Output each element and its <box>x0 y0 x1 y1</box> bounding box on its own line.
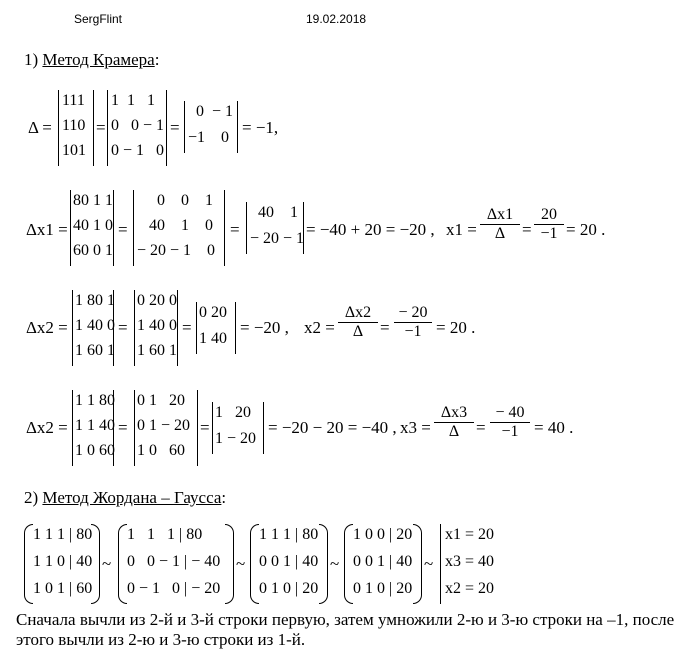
dx2-label: Δx2 = <box>26 318 68 337</box>
x3-fraction-symbolic <box>434 404 474 441</box>
equivalence-tilde: ~ <box>330 554 340 573</box>
fraction-denominator: −1 <box>501 423 519 440</box>
dx3-label: Δx2 = <box>26 418 68 437</box>
x1-label: x1 = <box>446 220 477 239</box>
x1-fraction-numeric <box>534 206 564 243</box>
equals-sign: = <box>96 118 106 137</box>
fraction-denominator: Δ <box>352 323 364 340</box>
equals-sign: = <box>182 318 192 337</box>
det-row: − 20 − 1 0 <box>137 242 216 259</box>
matrix-row: 0 1 0 | 20 <box>353 580 413 597</box>
dx1-label: Δx1 = <box>26 220 68 239</box>
x3-fraction-numeric <box>490 404 530 441</box>
matrix-row: 0 0 − 1 | − 40 <box>127 553 221 570</box>
fraction-numerator: Δx2 <box>338 304 378 323</box>
matrix-row: 1 0 0 | 20 <box>353 526 413 543</box>
equivalence-tilde: ~ <box>424 554 434 573</box>
det-row: 0 0 − 1 <box>111 117 165 134</box>
dx2-result: = −20 , <box>240 318 289 337</box>
section2-number: 2) <box>24 488 39 507</box>
equals-sign: = <box>230 220 240 239</box>
x3-answer: = 40 . <box>534 418 574 437</box>
gauss-matrix-1 <box>24 524 100 604</box>
section1-number: 1) <box>24 50 39 69</box>
x1-answer: = 20 . <box>566 220 606 239</box>
equals-sign: = <box>118 220 128 239</box>
det-row: 1 60 1 <box>75 342 115 359</box>
equals-sign: = <box>476 418 486 437</box>
fraction-numerator: Δx3 <box>434 404 474 423</box>
dx3-det-2 <box>134 390 198 466</box>
solution-line: x2 = 20 <box>445 580 495 597</box>
matrix-row: 1 1 0 | 40 <box>33 553 93 570</box>
det-row: 1 1 40 <box>75 417 115 434</box>
x2-label: x2 = <box>304 318 335 337</box>
equals-sign: = <box>118 318 128 337</box>
det-row: 0 − 1 <box>188 103 234 120</box>
equals-sign: = <box>522 220 532 239</box>
x1-fraction-symbolic <box>480 206 520 243</box>
det-row: 1 60 1 <box>137 342 177 359</box>
equals-sign: = <box>170 118 180 137</box>
det-row: −1 0 <box>188 129 230 146</box>
matrix-row: 1 0 1 | 60 <box>33 580 93 597</box>
dx1-result: = −40 + 20 = −20 , <box>306 220 435 239</box>
det-row: − 20 − 1 <box>250 230 305 247</box>
det-row: 1 − 20 <box>215 430 257 447</box>
det-row: 1 40 0 <box>75 317 115 334</box>
det-row: 1 80 1 <box>75 292 115 309</box>
gauss-matrix-3 <box>250 524 328 604</box>
delta-det-1 <box>58 90 94 166</box>
dx3-result: = −20 − 20 = −40 , <box>268 418 397 437</box>
det-row: 0 − 1 0 <box>111 142 165 159</box>
delta-result: = −1, <box>242 118 279 137</box>
dx2-det-2 <box>134 290 178 366</box>
equivalence-tilde: ~ <box>102 554 112 573</box>
solution-line: x3 = 40 <box>445 553 495 570</box>
matrix-row: 1 1 1 | 80 <box>127 526 203 543</box>
matrix-row: 1 1 1 | 80 <box>259 526 319 543</box>
matrix-row: 0 0 1 | 40 <box>259 553 319 570</box>
matrix-row: 1 1 1 | 80 <box>33 526 93 543</box>
matrix-row: 0 0 1 | 40 <box>353 553 413 570</box>
det-row: 1 1 1 <box>111 92 155 109</box>
det-row: 80 1 1 <box>73 192 113 209</box>
fraction-numerator: 20 <box>534 206 564 225</box>
det-row: 110 <box>62 117 86 134</box>
matrix-row: 0 − 1 0 | − 20 <box>127 580 221 597</box>
solution-line: x1 = 20 <box>445 526 495 543</box>
equals-sign: = <box>118 418 128 437</box>
delta-det-3 <box>184 101 238 153</box>
x2-fraction-numeric <box>394 304 432 341</box>
det-row: 0 1 − 20 <box>137 417 191 434</box>
dx1-det-1 <box>70 190 114 266</box>
fraction-denominator: Δ <box>494 225 506 242</box>
det-row: 60 0 1 <box>73 242 113 259</box>
det-row: 40 1 0 <box>137 217 213 234</box>
dx3-det-3 <box>212 402 264 454</box>
det-row: 1 20 <box>215 404 251 421</box>
gauss-matrix-2 <box>118 524 234 604</box>
explanation-text: Сначала вычли из 2-й и 3-й строки первую, затем умножили 2-ю и 3-ю строки на –1, после этого вычли из 2-ю и 3-ю строки из 1-й. <box>16 610 675 649</box>
det-row: 1 0 60 <box>75 442 115 459</box>
fraction-numerator: − 20 <box>394 304 432 323</box>
section2-colon: : <box>221 488 227 507</box>
dx3-det-1 <box>72 390 114 466</box>
det-row: 0 0 1 <box>137 192 213 209</box>
fraction-denominator: −1 <box>404 323 422 340</box>
det-row: 40 1 0 <box>73 217 113 234</box>
det-row: 0 20 0 <box>137 292 177 309</box>
det-row: 1 1 80 <box>75 392 115 409</box>
section2-heading <box>24 488 226 508</box>
solution-system <box>440 524 510 604</box>
delta-det-2 <box>107 90 167 166</box>
dx1-det-2 <box>133 190 225 266</box>
det-row: 1 0 60 <box>137 442 185 459</box>
x2-answer: = 20 . <box>436 318 476 337</box>
section1-colon: : <box>154 50 160 69</box>
section2-title: Метод Жордана – Гаусса <box>42 488 222 507</box>
equals-sign: = <box>380 318 390 337</box>
det-row: 111 <box>62 92 85 109</box>
section1-heading <box>24 50 159 70</box>
equals-sign: = <box>200 418 210 437</box>
fraction-denominator: Δ <box>448 423 460 440</box>
fraction-denominator: −1 <box>540 225 558 242</box>
author-label: SergFlint <box>74 12 123 26</box>
det-row: 0 20 <box>199 304 227 321</box>
det-row: 40 1 <box>250 204 298 221</box>
dx2-det-3 <box>196 302 236 354</box>
det-row: 1 40 0 <box>137 317 177 334</box>
fraction-numerator: Δx1 <box>480 206 520 225</box>
section1-title: Метод Крамера <box>42 50 155 69</box>
x2-fraction-symbolic <box>338 304 378 341</box>
matrix-row: 0 1 0 | 20 <box>259 580 319 597</box>
det-row: 0 1 20 <box>137 392 185 409</box>
det-row: 101 <box>62 142 86 159</box>
det-row: 1 40 <box>199 330 227 347</box>
x3-label: x3 = <box>400 418 431 437</box>
dx1-det-3 <box>246 202 304 254</box>
date-label: 19.02.2018 <box>306 12 367 26</box>
gauss-matrix-4 <box>344 524 422 604</box>
fraction-numerator: − 40 <box>490 404 530 423</box>
dx2-det-1 <box>72 290 114 366</box>
equivalence-tilde: ~ <box>236 554 246 573</box>
delta-label: Δ = <box>28 118 52 137</box>
